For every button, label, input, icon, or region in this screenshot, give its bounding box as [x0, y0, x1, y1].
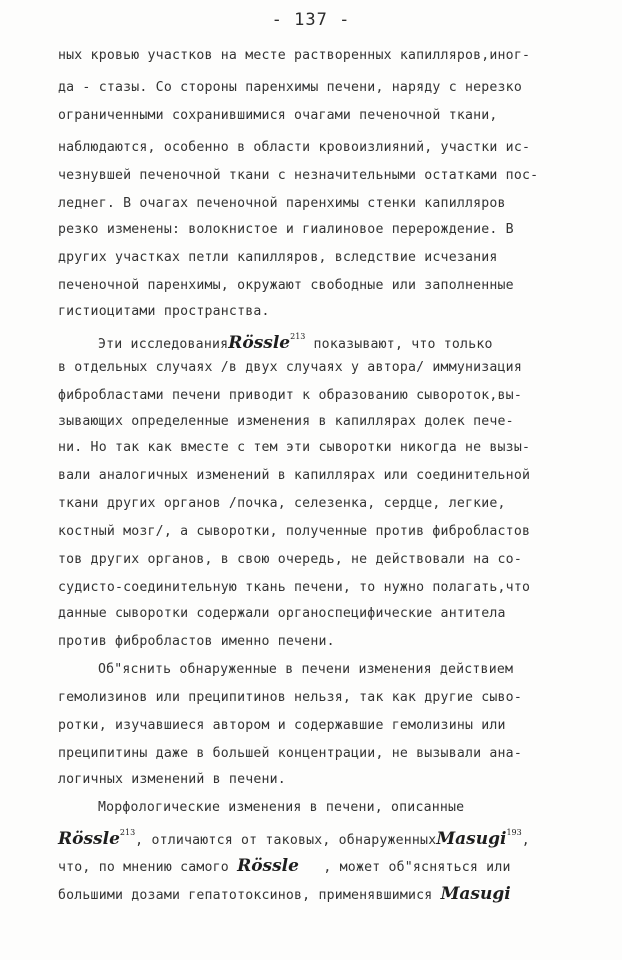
handwritten-author-name: Rössle$^{213}$	[58, 828, 136, 849]
line-text: вали аналогичных изменений в капиллярах или соединительной	[58, 468, 531, 483]
text-line	[58, 552, 522, 567]
line-text: чезнувшей печеночной ткани с незначительными остатками пос-	[58, 168, 539, 183]
text-line	[58, 388, 522, 403]
line-text: ротки, изучавшиеся автором и содержавшие гемолизины или	[58, 718, 506, 733]
text-line	[58, 80, 522, 95]
line-text: преципитины даже в большей концентрации, не вызывали ана-	[58, 746, 522, 761]
text-line	[98, 800, 464, 815]
line-text: в отдельных случаях /в двух случаях у автора/ иммунизация	[58, 360, 522, 375]
line-text: Морфологические изменения в печени, описанные	[98, 800, 465, 815]
line-text: ных кровью участков на месте растворенных капилляров,иног-	[58, 48, 531, 63]
line-text: против фибробластов именно печени.	[58, 634, 335, 649]
reference-number: 193	[506, 828, 522, 837]
text-line	[58, 196, 506, 211]
line-text: большими дозами гепатотоксинов, применявшимися	[58, 888, 441, 903]
line-text: да - стазы. Со стороны паренхимы печени, наряду с нерезко	[58, 80, 522, 95]
line-text: судисто-соединительную ткань печени, то нужно полагать,что	[58, 580, 531, 595]
line-text: ,	[521, 833, 530, 848]
text-line	[58, 524, 530, 539]
text-line	[98, 662, 513, 677]
line-text: фибробластами печени приводит к образованию сывороток,вы-	[58, 388, 522, 403]
text-line	[58, 856, 511, 876]
line-text: данные сыворотки содержали органоспецифические антитела	[58, 606, 506, 621]
text-line	[58, 884, 511, 904]
line-text: костный мозг/, а сыворотки, полученные против фибробластов	[58, 524, 531, 539]
reference-number: 213	[290, 332, 306, 341]
handwritten-author-name: Masugi$^{193}$	[436, 828, 522, 849]
text-line	[58, 606, 506, 621]
text-line	[58, 222, 514, 237]
line-text: печеночной паренхимы, окружают свободные или заполненные	[58, 278, 514, 293]
text-line	[58, 496, 506, 511]
line-text: наблюдаются, особенно в области кровоизлияний, участки ис-	[58, 140, 531, 155]
text-line	[58, 690, 522, 705]
line-text: зывающих определенные изменения в капиллярах долек пече-	[58, 414, 514, 429]
line-text: других участках петли капилляров, вследствие исчезания	[58, 250, 498, 265]
text-line	[58, 746, 522, 761]
line-text: , отличаются от таковых, обнаруженных	[135, 833, 437, 848]
text-line	[58, 580, 530, 595]
text-line	[58, 634, 335, 649]
handwritten-author-name: Rössle	[237, 856, 299, 876]
text-line	[58, 168, 538, 183]
line-text: тов других органов, в свою очередь, не действовали на со-	[58, 552, 522, 567]
text-line	[58, 48, 530, 63]
line-text: Эти исследования	[98, 337, 229, 352]
line-text: ограниченными сохранившимися очагами печеночной ткани,	[58, 108, 498, 123]
text-line	[58, 108, 498, 123]
text-line	[58, 360, 522, 375]
line-text: гемолизинов или преципитинов нельзя, так как другие сыво-	[58, 690, 522, 705]
line-text: что, по мнению самого	[58, 860, 238, 875]
text-line	[58, 278, 514, 293]
line-text: логичных изменений в печени.	[58, 772, 286, 787]
text-line	[58, 468, 530, 483]
text-line	[58, 440, 530, 455]
text-line	[58, 414, 514, 429]
text-line	[58, 140, 530, 155]
handwritten-author-name: Masugi	[440, 884, 511, 904]
page-number: - 137 -	[271, 10, 351, 30]
line-text: Об"яснить обнаруженные в печени изменения действием	[98, 662, 514, 677]
line-text: гистиоцитами пространства.	[58, 304, 270, 319]
line-text: ни. Но так как вместе с тем эти сыворотки никогда не вызы-	[58, 440, 531, 455]
text-line	[58, 772, 286, 787]
text-line	[58, 250, 498, 265]
text-line	[58, 718, 506, 733]
text-line	[58, 304, 270, 319]
handwritten-author-name: Rössle$^{213}$	[228, 332, 306, 353]
line-text: показывают, что только	[305, 337, 493, 352]
text-line	[58, 828, 530, 849]
line-text: , может об"ясняться или	[298, 860, 511, 875]
line-text: леднег. В очагах печеночной паренхимы стенки капилляров	[58, 196, 506, 211]
line-text: резко изменены: волокнистое и гиалиновое перерождение. В	[58, 222, 514, 237]
reference-number: 213	[119, 828, 136, 837]
line-text: ткани других органов /почка, селезенка, сердце, легкие,	[58, 496, 506, 511]
text-line	[98, 332, 493, 353]
